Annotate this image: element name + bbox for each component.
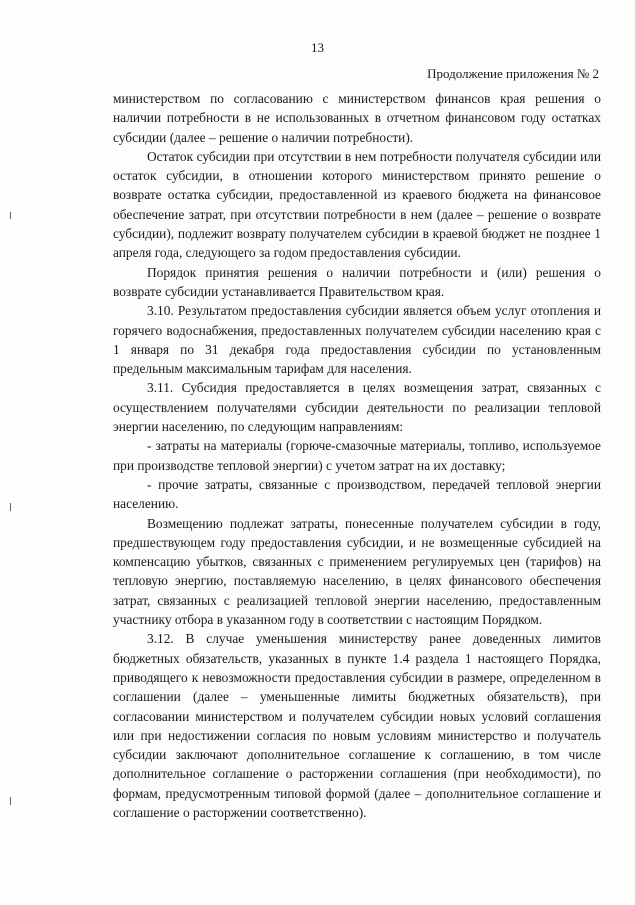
appendix-note: Продолжение приложения № 2 <box>427 66 599 81</box>
list-item: - затраты на материалы (горюче-смазочные материалы, топливо, используемое при производстве тепловой энергии) с учетом затрат на их доставку; <box>113 438 601 473</box>
document-body <box>113 89 601 822</box>
paragraph: Порядок принятия решения о наличии потребности и (или) решения о возврате субсидии устанавливается Правительством края. <box>113 264 601 299</box>
paragraph: Остаток субсидии при отсутствии в нем потребности получателя субсидии или остаток субсидии, в отношении которого министерством принято решение о возврате остатка субсидии, предоставленной из краевого бюджета на финансовое обеспечение затрат, при отсутствии потребности в нем (далее – решение о возврате субсидии), подлежит возврату получателем субсидии в краевой бюджет не позднее 1 апреля года, следующего за годом предоставления субсидии. <box>113 148 601 261</box>
paragraph: Возмещению подлежат затраты, понесенные получателем субсидии в году, предшествующем году предоставления субсидии, и не возмещенные субсидией на компенсацию убытков, связанных с применением регулируемых цен (тарифов) на тепловую энергию, поставляемую населению, в целях финансового обеспечения затрат, связанных с реализацией тепловой энергии населению, предоставленным участнику отбора в указанном году в соответствии с настоящим Порядком. <box>113 515 601 628</box>
scan-mark <box>10 503 11 511</box>
paragraph: 3.12. В случае уменьшения министерству ранее доведенных лимитов бюджетных обязательств, указанных в пункте 1.4 раздела 1 настоящего Порядка, приводящего к невозможности предоставления субсидии в размере, определенном в соглашении (далее – уменьшенные лимиты бюджетных обязательств), при согласовании министерством и получателем субсидии новых условий соглашения или при недостижении согласия по новым условиям министерство и получатель субсидии заключают дополнительное соглашение к соглашению, в том числе дополнительное соглашение о расторжении соглашения (при необходимости), по формам, предусмотренным типовой формой (далее – дополнительное соглашение и соглашение о расторжении соответственно). <box>113 631 601 820</box>
paragraph: 3.11. Субсидия предоставляется в целях возмещения затрат, связанных с осуществлением получателями субсидии деятельности по реализации тепловой энергии населению, по следующим направлениям: <box>113 380 601 435</box>
page-number: 13 <box>311 40 324 55</box>
paragraph: 3.10. Результатом предоставления субсидии является объем услуг отопления и горячего водоснабжения, предоставленных получателем субсидии населению края с 1 января по 31 декабря года предоставления субсидии по установленным предельным максимальным тарифам для населения. <box>113 303 601 377</box>
scan-mark <box>10 212 11 219</box>
paragraph: министерством по согласованию с министерством финансов края решения о наличии потребности в не использованных в отчетном финансовом году остатках субсидии (далее – решение о наличии потребности). <box>113 91 601 145</box>
scan-mark <box>10 797 11 805</box>
list-item: - прочие затраты, связанные с производством, передачей тепловой энергии населению. <box>113 476 601 512</box>
